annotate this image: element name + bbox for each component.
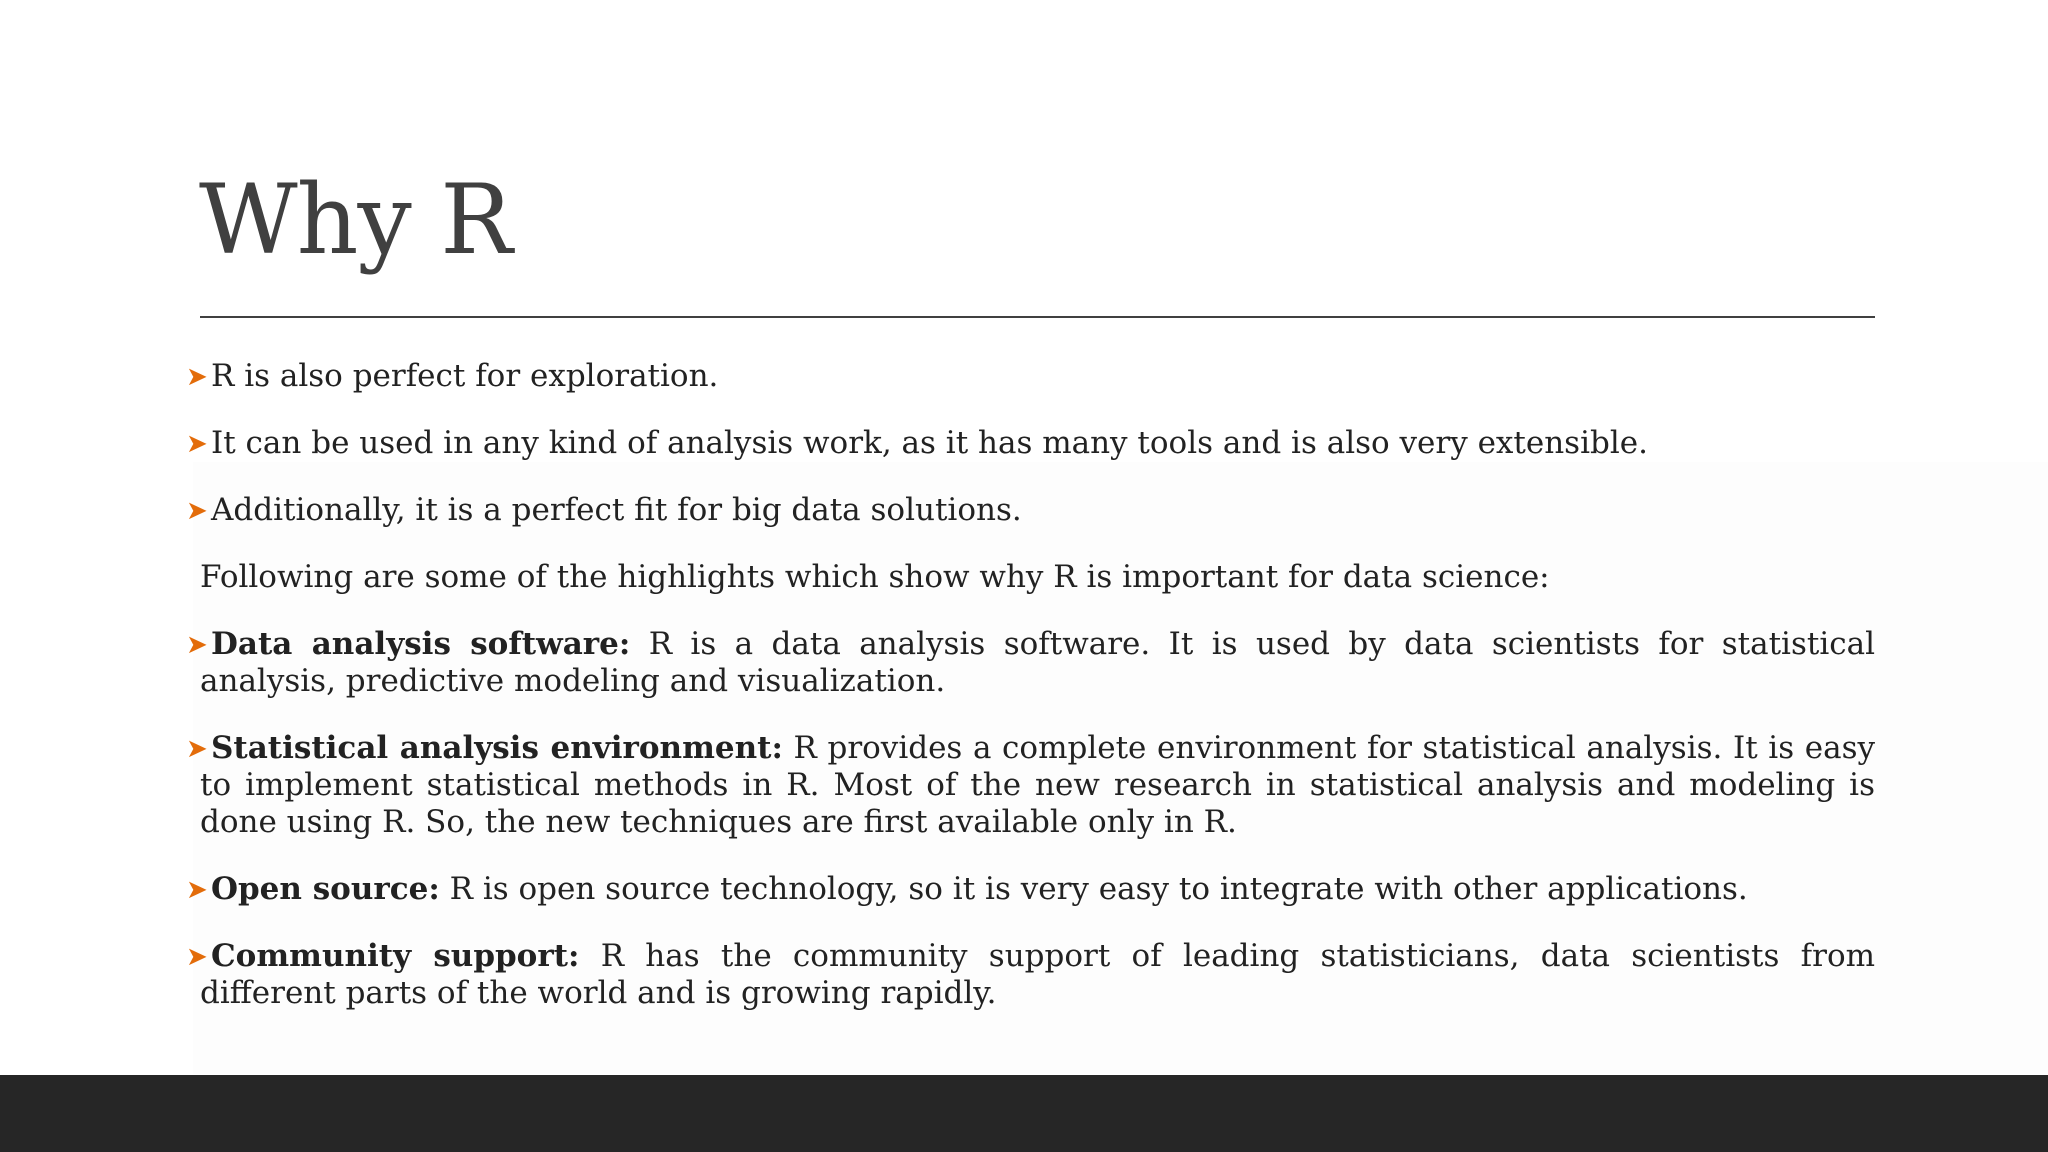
bullet-item bbox=[186, 492, 1875, 529]
arrow-bullet-icon: ➤ bbox=[186, 630, 208, 660]
bullet-item bbox=[186, 358, 1875, 395]
bullet-text: R is open source technology, so it is very easy to integrate with other applications. bbox=[439, 871, 1748, 907]
bullet-item bbox=[186, 730, 1875, 841]
arrow-bullet-icon: ➤ bbox=[186, 496, 208, 526]
footer-bar bbox=[0, 1075, 2048, 1152]
arrow-bullet-icon: ➤ bbox=[186, 734, 208, 764]
slide-body bbox=[186, 358, 1875, 1042]
bullet-text: Additionally, it is a perfect fit for big data solutions. bbox=[211, 492, 1022, 528]
bullet-item bbox=[186, 871, 1875, 908]
bullet-text: R is also perfect for exploration. bbox=[211, 358, 719, 394]
bullet-item bbox=[186, 425, 1875, 462]
bullet-heading: Open source: bbox=[211, 871, 440, 907]
bullet-text: R provides a complete environment for statistical analysis. It is easy to implement statistical methods in R. Most of the new research in statistical analysis and modeling is done using R. So, the new techniques are first available only in R. bbox=[200, 730, 1875, 840]
bullet-heading: Community support: bbox=[211, 938, 580, 974]
bullet-text: R has the community support of leading statisticians, data scientists from different parts of the world and is growing rapidly. bbox=[200, 938, 1875, 1011]
intro-text: Following are some of the highlights which show why R is important for data science: bbox=[200, 559, 1550, 595]
arrow-bullet-icon: ➤ bbox=[186, 875, 208, 905]
slide-title: Why R bbox=[199, 164, 512, 276]
arrow-bullet-icon: ➤ bbox=[186, 429, 208, 459]
arrow-bullet-icon: ➤ bbox=[186, 362, 208, 392]
bullet-text: It can be used in any kind of analysis work, as it has many tools and is also very extensible. bbox=[211, 425, 1648, 461]
bullet-item bbox=[186, 938, 1875, 1012]
bullet-heading: Statistical analysis environment: bbox=[211, 730, 783, 766]
intro-paragraph bbox=[200, 559, 1875, 596]
bullet-heading: Data analysis software: bbox=[211, 626, 631, 662]
bullet-text: R is a data analysis software. It is used by data scientists for statistical analysis, predictive modeling and visualization. bbox=[200, 626, 1875, 699]
title-divider bbox=[200, 316, 1875, 318]
bullet-item bbox=[186, 626, 1875, 700]
arrow-bullet-icon: ➤ bbox=[186, 942, 208, 972]
